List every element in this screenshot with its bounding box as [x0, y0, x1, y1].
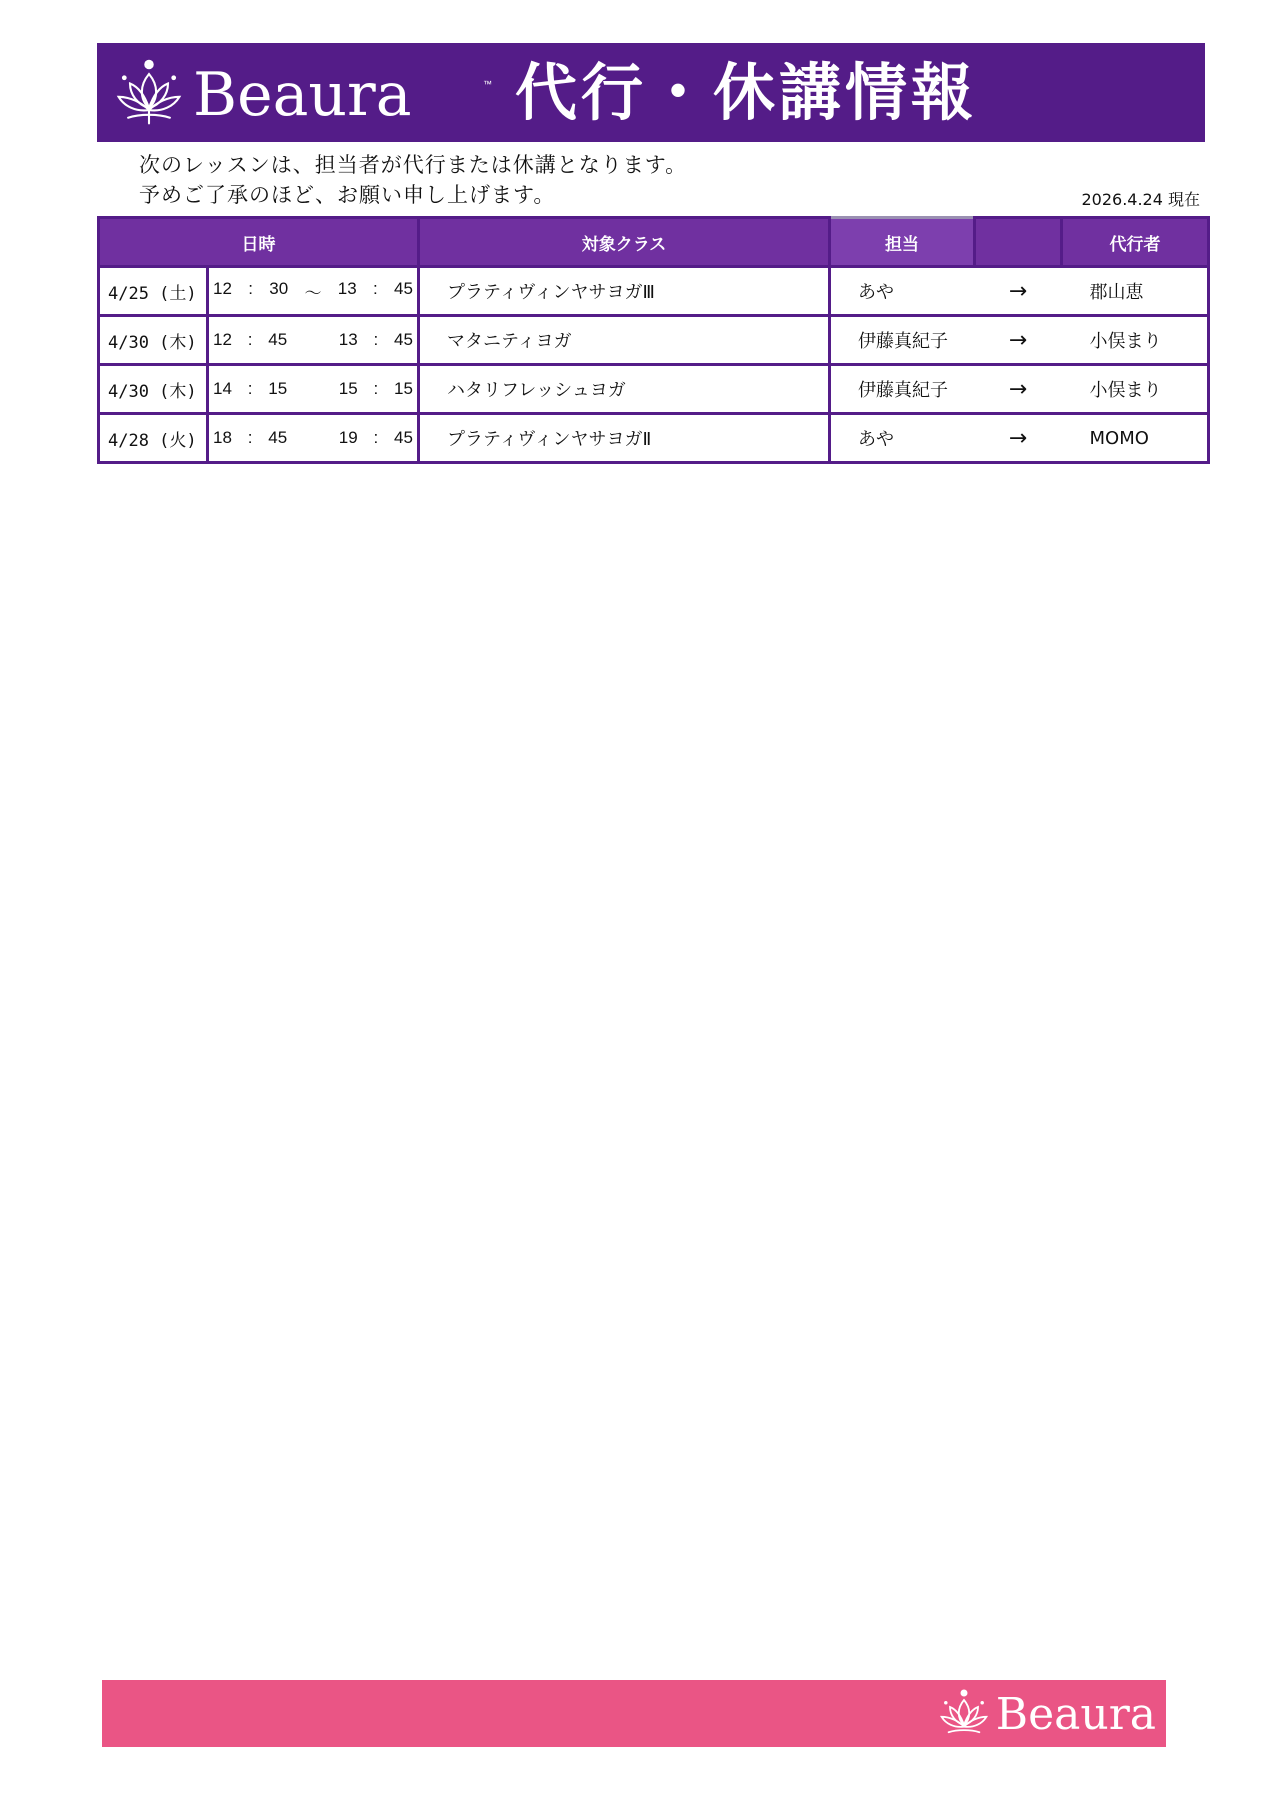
row-time	[208, 365, 419, 414]
time-separator	[303, 428, 323, 448]
row-class: ハタリフレッシュヨガ	[419, 365, 830, 414]
notice-line-2: 予めご了承のほど、お願い申し上げます。	[139, 183, 556, 207]
footer-brand-name: Beaura	[995, 1688, 1156, 1740]
as-of-date: 2026.4.24 現在	[1081, 190, 1200, 209]
row-time	[208, 267, 419, 316]
arrow-icon: →	[975, 316, 1062, 365]
end-hour: 19	[338, 428, 358, 447]
row-manager: 伊藤真紀子	[830, 365, 975, 414]
table-header-row	[99, 218, 1209, 267]
notice-line-1: 次のレッスンは、担当者が代行または休講となります。	[139, 153, 688, 177]
row-date: 4/28 (火)	[99, 414, 208, 463]
start-hour: 12	[213, 278, 232, 298]
header-manager: 担当	[830, 218, 975, 267]
schedule-table	[97, 216, 1210, 464]
start-hour: 14	[213, 379, 232, 398]
table-row	[99, 365, 1209, 414]
row-manager: あや	[830, 267, 975, 316]
time-colon: :	[373, 428, 379, 447]
table-row	[99, 316, 1209, 365]
row-time	[208, 316, 419, 365]
trademark-mark: ™	[483, 79, 492, 89]
row-date: 4/30 (木)	[99, 316, 208, 365]
time-separator	[303, 379, 323, 399]
end-minute: 45	[394, 428, 413, 447]
start-hour: 12	[213, 330, 232, 349]
time-colon: :	[372, 278, 378, 298]
header-arrow-spacer	[975, 218, 1062, 267]
table-row	[99, 414, 1209, 463]
row-class: マタニティヨガ	[419, 316, 830, 365]
brand-logo	[111, 53, 411, 133]
start-minute: 45	[268, 428, 288, 447]
time-colon: :	[247, 379, 253, 398]
time-colon: :	[373, 330, 379, 349]
row-substitute: 小俣まり	[1062, 365, 1209, 414]
end-hour: 13	[337, 278, 357, 298]
header-banner	[97, 43, 1205, 142]
row-date: 4/30 (木)	[99, 365, 208, 414]
end-minute: 45	[394, 278, 413, 298]
start-hour: 18	[213, 428, 232, 447]
table-row	[99, 267, 1209, 316]
row-substitute: 郡山恵	[1062, 267, 1209, 316]
brand-name: Beaura	[193, 60, 412, 130]
row-date: 4/25 (土)	[99, 267, 208, 316]
row-manager: 伊藤真紀子	[830, 316, 975, 365]
end-minute: 45	[394, 330, 413, 349]
time-colon: :	[247, 330, 253, 349]
page-title: 代行・休講情報	[515, 56, 978, 129]
start-minute: 30	[269, 278, 289, 298]
row-substitute: 小俣まり	[1062, 316, 1209, 365]
header-class: 対象クラス	[419, 218, 830, 267]
lotus-icon	[111, 55, 187, 131]
time-separator	[303, 330, 323, 350]
arrow-icon: →	[975, 267, 1062, 316]
lotus-icon	[936, 1686, 992, 1742]
row-class: プラティヴィンヤサヨガⅡ	[419, 414, 830, 463]
start-minute: 15	[268, 379, 288, 398]
end-hour: 13	[338, 330, 358, 349]
end-hour: 15	[338, 379, 358, 398]
start-minute: 45	[268, 330, 288, 349]
row-class: プラティヴィンヤサヨガⅢ	[419, 267, 830, 316]
time-separator: ～	[304, 283, 322, 303]
footer-logo	[936, 1684, 1156, 1744]
row-substitute: MOMO	[1062, 414, 1209, 463]
row-manager: あや	[830, 414, 975, 463]
footer-banner	[102, 1680, 1166, 1747]
row-time	[208, 414, 419, 463]
arrow-icon: →	[975, 365, 1062, 414]
end-minute: 15	[394, 379, 413, 398]
time-colon: :	[247, 428, 253, 447]
time-colon: :	[248, 278, 253, 298]
header-substitute: 代行者	[1062, 218, 1209, 267]
time-colon: :	[373, 379, 379, 398]
header-datetime: 日時	[99, 218, 419, 267]
arrow-icon: →	[975, 414, 1062, 463]
